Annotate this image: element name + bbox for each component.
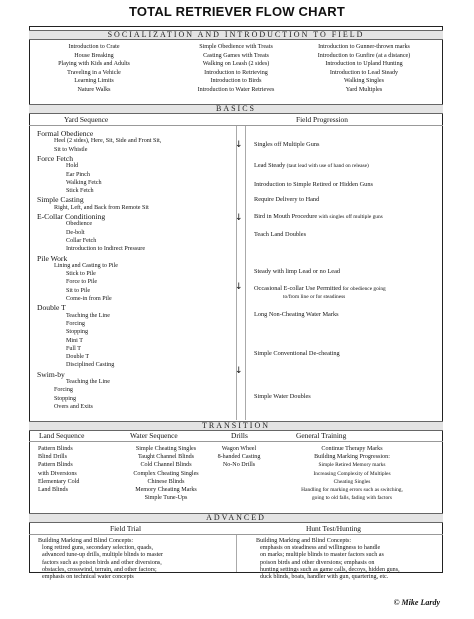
field-trial-heading: Field Trial: [110, 524, 142, 533]
transition-item: Cold Channel Blinds: [140, 462, 192, 469]
yard-group-heading: Swim-by: [37, 369, 65, 379]
basics-column-divider-2: [245, 126, 246, 420]
socialization-item: Simple Obedience with Treats: [199, 44, 273, 50]
field-progression-label: Long Non-Cheating Water Marks: [254, 311, 339, 318]
yard-item: Force to Pile: [66, 279, 98, 286]
yard-item: Collar Fetch: [66, 237, 97, 244]
socialization-item: Traveling in a Vehicle: [67, 69, 121, 76]
advanced-item: emphasis on steadiness and willingness to handle: [260, 545, 381, 552]
socialization-item: Introduction to Gunfire (at a distance): [317, 52, 411, 59]
down-arrow-icon: ↓: [235, 140, 243, 150]
field-progression-label: Occasional E-collar Use Permitted: [254, 285, 342, 292]
yard-group-heading: Force Fetch: [37, 153, 74, 163]
yard-item: Disciplined Casting: [66, 362, 115, 369]
field-progression-label: Require Delivery to Hand: [254, 196, 320, 203]
field-progression-label: Lead Steady: [254, 162, 286, 169]
yard-item: Obedience: [66, 221, 93, 228]
field-progression-note: for obedience going: [341, 286, 386, 292]
field-progression-label: Bird in Mouth Procedure: [254, 213, 318, 220]
transition-item: 8-handed Casting: [217, 454, 261, 461]
field-progression-item: [254, 311, 339, 318]
yard-group-heading: Pile Work: [37, 253, 68, 263]
transition-item: Cheating Singles: [333, 478, 371, 485]
socialization-item: Introduction to Crate: [68, 44, 120, 50]
transition-item: Building Marking Progression:: [314, 454, 390, 461]
yard-item: Forcing: [54, 387, 73, 394]
socialization-item: Introduction to Gunner-thrown marks: [318, 44, 410, 50]
yard-item: Mini T: [66, 337, 83, 344]
advanced-item: Building Marking and Blind Concepts:: [256, 538, 352, 544]
hunt-test-heading: Hunt Test/Hunting: [306, 524, 361, 533]
field-progression-item: [254, 213, 383, 221]
socialization-item: Introduction to Lead Steady: [329, 69, 399, 76]
socialization-item: Walking on Leash (2 sides): [202, 61, 270, 68]
socialization-item: Yard Multiples: [345, 87, 383, 93]
yard-item: Right, Left, and Back from Remote Sit: [54, 204, 149, 211]
transition-item: with Diversions: [38, 470, 77, 477]
yard-item: Overs and Exits: [54, 403, 93, 410]
field-progression-item: [254, 162, 369, 170]
socialization-item: Introduction to Retrieving: [204, 69, 268, 76]
socialization-item: Casting Games with Treats: [203, 52, 269, 59]
down-arrow-icon: ↓: [235, 282, 243, 292]
transition-item: Pattern Blinds: [38, 446, 73, 452]
transition-heading: Water Sequence: [130, 431, 178, 440]
transition-item: Simple Cheating Singles: [135, 446, 197, 452]
yard-item: Stick to Pile: [66, 271, 96, 278]
socialization-item: Introduction to Birds: [210, 78, 262, 85]
advanced-item: advanced tune-up drills, multiple blinds to master: [42, 552, 164, 559]
transition-item: Continue Therapy Marks: [321, 446, 383, 452]
yard-item: De-bolt: [66, 229, 85, 236]
advanced-item: duck blinds, boats, handler with gun, quartering, etc.: [260, 574, 389, 580]
yard-group-heading: E-Collar Conditioning: [37, 212, 106, 221]
advanced-item: factors such as poison birds and other diversions,: [42, 559, 162, 566]
field-progression-label: Teach Land Doubles: [254, 231, 307, 238]
transition-item: Memory Cheating Marks: [135, 487, 197, 493]
field-progression-item: [254, 141, 319, 148]
yard-item: Double T: [66, 354, 90, 361]
down-arrow-icon: ↓: [235, 366, 243, 376]
field-progression-label: Singles off Multiple Guns: [254, 141, 320, 148]
down-arrow-icon: ↓: [235, 213, 243, 223]
transition-item: Wagon Wheel: [221, 446, 257, 452]
socialization-item: Learning Limits: [74, 78, 114, 85]
socialization-item: Introduction to Upland Hunting: [325, 61, 403, 68]
section-bar-transition: TRANSITION: [29, 421, 443, 431]
transition-item: Elementary Cold: [38, 478, 80, 485]
field-progression-note: with singles off multiple guns: [317, 214, 383, 220]
transition-item: Simple Retired Memory marks: [318, 462, 386, 469]
transition-item: Land Blinds: [38, 487, 68, 493]
advanced-item: emphasis on technical water concepts: [42, 574, 134, 580]
section-bar-advanced: ADVANCED: [29, 513, 443, 523]
yard-item: Introduction to Indirect Pressure: [66, 246, 146, 253]
field-progression-item: [254, 181, 373, 188]
yard-sequence-heading: Yard Sequence: [64, 115, 109, 124]
field-progression-heading: Field Progression: [296, 115, 348, 124]
yard-item: Ear Pinch: [66, 171, 90, 178]
yard-item: Sit to Whistle: [54, 146, 88, 153]
transition-item: Taught Channel Blinds: [137, 454, 195, 461]
field-progression-item: [254, 268, 340, 275]
field-progression-note: to/from line or for steadiness: [283, 294, 346, 300]
advanced-item: on marks; multiple blinds to master factors such as: [260, 552, 384, 559]
field-progression-item: [254, 350, 340, 357]
yard-item: Sit to Pile: [66, 287, 91, 294]
yard-item: Walking Fetch: [66, 179, 102, 186]
yard-item: Stick Fetch: [66, 188, 94, 195]
socialization-item: House Breaking: [74, 52, 114, 59]
yard-item: Lining and Casting to Pile: [54, 262, 118, 269]
field-progression-label: Simple Water Doubles: [254, 393, 311, 400]
advanced-item: poison birds and other diversions; emphasis on: [260, 559, 375, 566]
transition-item: Complex Cheating Singles: [133, 470, 199, 477]
yard-item: Teaching the Line: [66, 312, 110, 319]
transition-heading: General Training: [296, 431, 347, 440]
yard-item: Hold: [66, 163, 79, 170]
field-progression-item: [283, 293, 345, 301]
transition-heading-divider: [29, 441, 443, 442]
section-bar-basics: BASICS: [29, 104, 443, 114]
socialization-item: Nature Walks: [77, 87, 111, 93]
yard-item: Come-in from Pile: [66, 296, 112, 302]
transition-heading: Land Sequence: [39, 431, 85, 440]
yard-group-heading: Simple Casting: [37, 195, 84, 205]
yard-item: Heel (2 sides), Here, Sit, Side and Front Sit,: [54, 138, 162, 145]
yard-item: Forcing: [66, 320, 85, 327]
transition-item: going to old falls, fading with factors: [311, 495, 393, 502]
transition-item: Blind Drills: [38, 454, 67, 461]
transition-item: Simple Tune-Ups: [144, 495, 188, 502]
field-progression-label: Simple Conventional De-cheating: [254, 350, 340, 357]
transition-heading: Drills: [231, 431, 248, 440]
yard-item: Stopping: [66, 329, 89, 336]
yard-group-heading: Formal Obedience: [37, 129, 94, 138]
field-progression-label: Introduction to Simple Retired or Hidden Guns: [254, 181, 373, 188]
section-bar-socialization: SOCIALIZATION AND INTRODUCTION TO FIELD: [29, 30, 443, 40]
socialization-item: Playing with Kids and Adults: [58, 61, 130, 68]
yard-item: Stopping: [54, 395, 77, 402]
advanced-item: hunting settings such as game calls, decoys, hidden guns,: [260, 566, 400, 573]
field-progression-note: (taut lead with use of hand on release): [285, 163, 369, 169]
socialization-item: Introduction to Water Retrieves: [197, 87, 275, 93]
field-progression-item: [254, 231, 306, 238]
advanced-column-divider: [236, 535, 237, 572]
yard-group-heading: Double T: [37, 303, 66, 313]
advanced-item: long retired guns, secondary selection, quads,: [42, 545, 154, 552]
yard-item: Full T: [66, 345, 81, 352]
field-progression-item: [254, 393, 311, 400]
signature-mark: © Mike Lardy: [393, 598, 440, 607]
transition-item: Increasing Complexity of Multiples: [313, 470, 391, 477]
transition-item: No-No Drills: [222, 462, 256, 469]
page-title: TOTAL RETRIEVER FLOW CHART: [128, 4, 346, 19]
advanced-item: obstacles, crosswind, terrain, and other factors;: [42, 566, 157, 573]
yard-item: Teaching the Line: [66, 379, 110, 385]
transition-item: Chinese Blinds: [147, 478, 185, 485]
field-progression-label: Steady with limp Lead or no Lead: [254, 268, 341, 275]
field-progression-item: [254, 196, 319, 203]
socialization-item: Walking Singles: [344, 78, 384, 85]
transition-item: Handling for marking errors such as switching,: [301, 487, 403, 493]
transition-item: Pattern Blinds: [38, 462, 73, 469]
advanced-item: Building Marking and Blind Concepts:: [38, 538, 134, 544]
